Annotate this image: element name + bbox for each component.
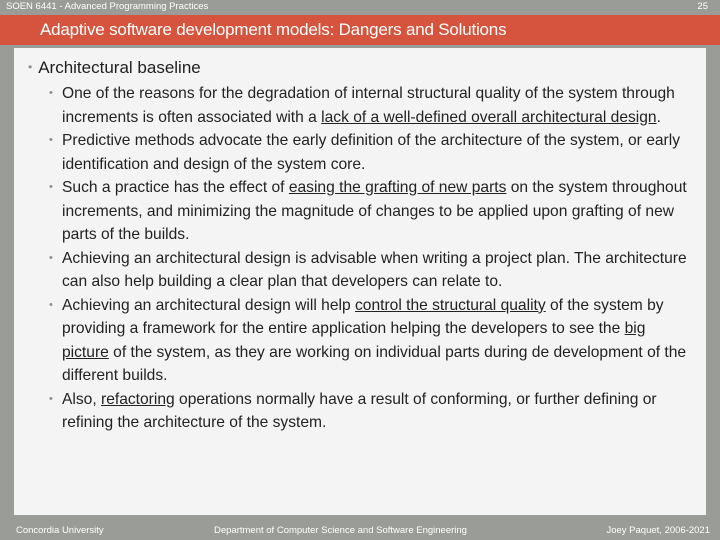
bullet-list — [49, 82, 694, 435]
bullet-item — [49, 129, 694, 176]
underlined-phrase: easing the grafting of new parts — [288, 179, 507, 196]
bullet-text: Achieving an architectural design will help — [62, 296, 355, 314]
bullet-text: Predictive methods advocate the early definition of the architecture of the system, or early identification and design of the system core. — [62, 132, 681, 173]
bullet-text: operations normally have a result of conforming, or further defining or refining the architecture of the system. — [62, 390, 657, 431]
slide-title: Adaptive software development models: Dangers and Solutions — [40, 20, 507, 39]
slide-header — [0, 0, 720, 14]
bullet-text: of the system by providing a framework for the entire application helping the developers to see the — [62, 296, 664, 337]
bullet-item — [49, 388, 694, 435]
bullet-text: Also, — [62, 390, 101, 408]
bullet-dot-icon: • — [28, 60, 33, 74]
bullet-dot-icon: • — [49, 251, 53, 264]
bullet-dot-icon: • — [49, 392, 53, 405]
footer-department: Department of Computer Science and Software Engineering — [214, 525, 467, 536]
bullet-dot-icon: • — [49, 298, 53, 311]
section-heading-text: Architectural baseline — [38, 58, 201, 77]
slide-footer — [0, 522, 720, 540]
page-number: 25 — [697, 1, 708, 12]
footer-university: Concordia University — [16, 525, 104, 536]
bullet-dot-icon: • — [49, 181, 53, 193]
bullet-dot-icon: • — [49, 87, 53, 99]
bullet-text: . — [656, 108, 661, 126]
bullet-text: One of the reasons for the degradation of internal structural quality of the system through increments is often associated with a — [62, 85, 675, 126]
course-name: SOEN 6441 - Advanced Programming Practices — [6, 1, 209, 12]
bullet-text: on the system throughout increments, and minimizing the magnitude of changes to be applied upon grafting of new parts of the builds. — [62, 179, 687, 243]
bullet-item — [49, 247, 694, 294]
bullet-text: Such a practice has the effect of — [62, 179, 289, 196]
bullet-dot-icon: • — [49, 134, 53, 146]
underlined-phrase: lack of a well-defined overall architectural design — [321, 108, 657, 126]
underlined-phrase: refactoring — [101, 390, 175, 408]
slide-content — [14, 48, 706, 515]
title-bar — [0, 15, 720, 45]
bullet-text: Achieving an architectural design is advisable when writing a project plan. The architecture can also help building a clear plan that developers can relate to. — [62, 249, 687, 290]
bullet-item — [49, 176, 694, 247]
bullet-item — [49, 82, 694, 129]
footer-author: Joey Paquet, 2006-2021 — [606, 525, 710, 536]
underlined-phrase: big picture — [62, 320, 646, 361]
section-heading — [28, 56, 201, 79]
bullet-item — [49, 294, 694, 388]
underlined-phrase: control the structural quality — [354, 296, 546, 314]
bullet-text: of the system, as they are working on individual parts during de development of the different builds. — [62, 343, 687, 384]
